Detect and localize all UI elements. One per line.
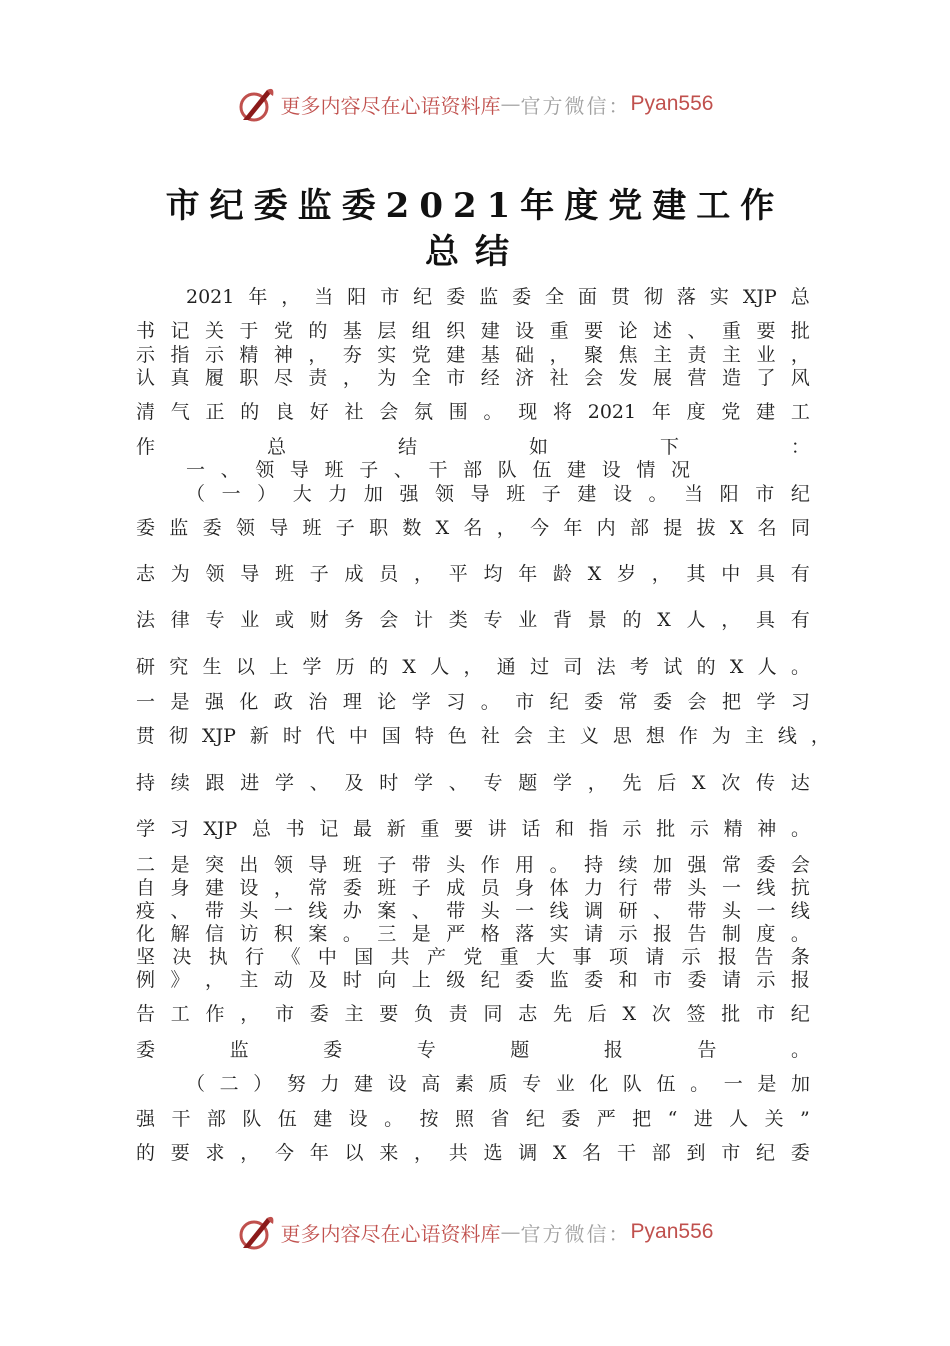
- document-title-line-2: 总结: [425, 232, 525, 272]
- body-line: 认 真 履 职 尽 责 ， 为 全 市 经 济 社 会 发 展 营 造 了 风: [136, 367, 810, 389]
- footer-banner: [0, 1212, 950, 1252]
- body-line: 作 总 结 如 下 ：: [136, 436, 810, 458]
- document-title-line-1: 市纪委监委2021年度党建工作: [165, 186, 785, 226]
- banner-wechat-id: Pyan556: [630, 1220, 714, 1243]
- banner-main-text: 更多内容尽在心语资料库: [280, 1221, 501, 1246]
- body-line: 坚 决 执 行 《 中 国 共 产 党 重 大 事 项 请 示 报 告 条: [136, 946, 810, 968]
- body-line: 二 是 突 出 领 导 班 子 带 头 作 用 。 持 续 加 强 常 委 会: [136, 854, 810, 876]
- body-line: 例 》 ， 主 动 及 时 向 上 级 纪 委 监 委 和 市 委 请 示 报: [136, 969, 810, 991]
- body-line: 研 究 生 以 上 学 历 的 X 人 ， 通 过 司 法 考 试 的 X 人 。: [136, 656, 810, 678]
- body-line: 学 习 XJP 总 书 记 最 新 重 要 讲 话 和 指 示 批 示 精 神 。: [136, 818, 810, 840]
- banner-separator: —: [500, 1220, 521, 1244]
- body-line: 的 要 求 ， 今 年 以 来 ， 共 选 调 X 名 干 部 到 市 纪 委: [136, 1142, 810, 1164]
- body-line: 志 为 领 导 班 子 成 员 ， 平 均 年 龄 X 岁 ， 其 中 具 有: [136, 563, 810, 585]
- banner-wechat-label: 官方微信：: [520, 93, 631, 118]
- body-line: 自 身 建 设 ， 常 委 班 子 成 员 身 体 力 行 带 头 一 线 抗: [136, 877, 810, 899]
- body-line: 化 解 信 访 积 案 。 三 是 严 格 落 实 请 示 报 告 制 度 。: [136, 923, 810, 945]
- body-line: （ 二 ） 努 力 建 设 高 素 质 专 业 化 队 伍 。 一 是 加: [186, 1073, 810, 1095]
- body-line: 贯 彻 XJP 新 时 代 中 国 特 色 社 会 主 义 思 想 作 为 主 线 ，: [136, 725, 830, 747]
- quill-logo-icon: [237, 1212, 277, 1252]
- body-line: 书 记 关 于 党 的 基 层 组 织 建 设 重 要 论 述 、 重 要 批: [136, 320, 810, 342]
- body-line: 2021 年 ， 当 阳 市 纪 委 监 委 全 面 贯 彻 落 实 XJP 总: [186, 286, 810, 308]
- banner-wechat-label: 官方微信：: [520, 1221, 631, 1246]
- body-line: 持 续 跟 进 学 、 及 时 学 、 专 题 学 ， 先 后 X 次 传 达: [136, 772, 810, 794]
- body-line: 法 律 专 业 或 财 务 会 计 类 专 业 背 景 的 X 人 ， 具 有: [136, 609, 810, 631]
- banner-main-text: 更多内容尽在心语资料库: [280, 93, 501, 118]
- body-line: 示 指 示 精 神 ， 夯 实 党 建 基 础 ， 聚 焦 主 责 主 业 ，: [136, 344, 810, 366]
- banner-separator: —: [500, 92, 521, 116]
- body-line: 强 干 部 队 伍 建 设 。 按 照 省 纪 委 严 把 “ 进 人 关 ”: [136, 1108, 810, 1130]
- header-banner: [0, 84, 950, 124]
- quill-logo-icon: [237, 84, 277, 124]
- body-line: 委 监 委 专 题 报 告 。: [136, 1039, 810, 1061]
- body-line: 告 工 作 ， 市 委 主 要 负 责 同 志 先 后 X 次 签 批 市 纪: [136, 1003, 810, 1025]
- section-heading: 一 、 领 导 班 子 、 干 部 队 伍 建 设 情 况: [186, 459, 690, 481]
- body-line: 一 是 强 化 政 治 理 论 学 习 。 市 纪 委 常 委 会 把 学 习: [136, 691, 810, 713]
- body-line: （ 一 ） 大 力 加 强 领 导 班 子 建 设 。 当 阳 市 纪: [186, 483, 810, 505]
- banner-wechat-id: Pyan556: [630, 92, 714, 115]
- body-line: 清 气 正 的 良 好 社 会 氛 围 。 现 将 2021 年 度 党 建 工: [136, 401, 810, 423]
- body-line: 疫 、 带 头 一 线 办 案 、 带 头 一 线 调 研 、 带 头 一 线: [136, 900, 810, 922]
- body-line: 委 监 委 领 导 班 子 职 数 X 名 ， 今 年 内 部 提 拔 X 名 同: [136, 517, 810, 539]
